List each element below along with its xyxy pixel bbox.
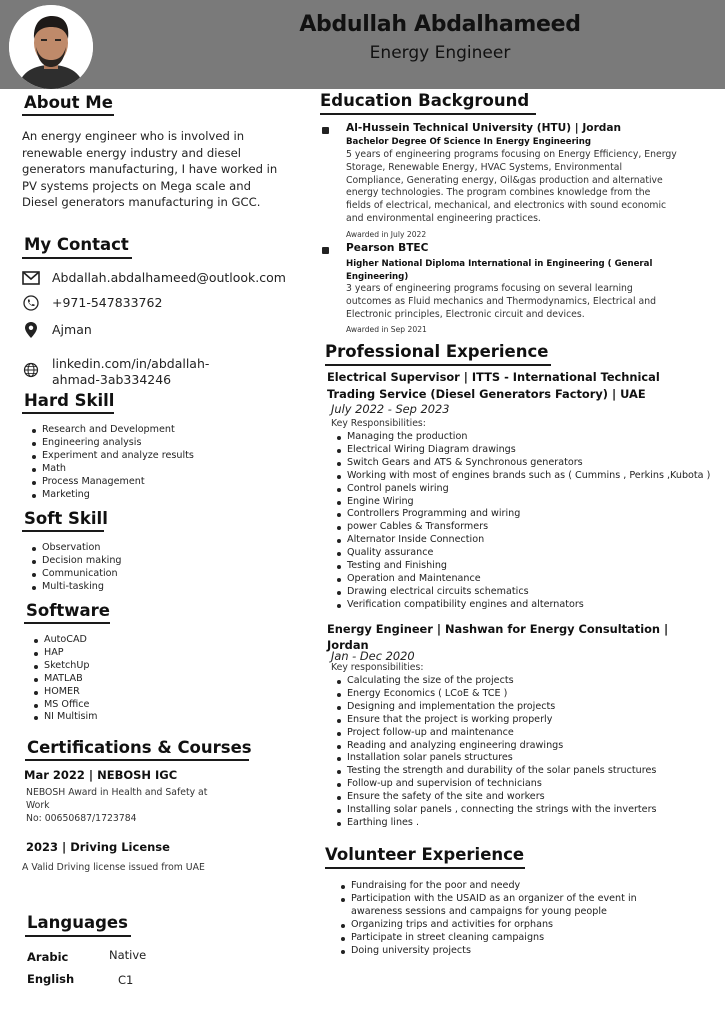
contact-location: Ajman [22, 322, 92, 338]
cert-nebosh-title: Mar 2022 | NEBOSH IGC [24, 768, 178, 782]
list-item: Marketing [31, 489, 194, 502]
list-item: Organizing trips and activities for orphans [340, 919, 637, 932]
soft-skill-rule [22, 530, 104, 532]
edu-btec-degree: Higher National Diploma International in Engineering ( General Engineering) [346, 259, 653, 282]
language-level: C1 [118, 973, 134, 987]
edu-htu-description: 5 years of engineering programs focusing on Energy Efficiency, Energy Storage, Renewable Energy, HVAC Systems, Environmental Compliance, Generating energy, Oil&gas production and alternative energy technologies. The program combines knowledge from the fields of electrical, mechanical, and electronics with sound economic and environmental engineering practices. [346, 149, 677, 224]
language-name: Arabic [27, 950, 69, 964]
list-item: Communication [31, 568, 122, 581]
contact-phone[interactable]: +971-547833762 [22, 295, 162, 311]
certifications-heading: Certifications & Courses [27, 738, 252, 757]
hard-skill-rule [22, 412, 114, 414]
list-item: Doing university projects [340, 945, 637, 958]
profile-photo [9, 5, 93, 89]
list-item: Control panels wiring [336, 483, 710, 496]
cert-driving-title: 2023 | Driving License [26, 840, 170, 854]
edu-btec-school: Pearson BTEC [346, 242, 429, 254]
list-item: Research and Development [31, 424, 194, 437]
list-item: Math [31, 463, 194, 476]
edu-htu-degree: Bachelor Degree Of Science In Energy Engineering [346, 137, 592, 147]
list-item: Controllers Programming and wiring [336, 508, 710, 521]
software-rule [24, 622, 110, 624]
list-item: Engine Wiring [336, 496, 710, 509]
list-item: Electrical Wiring Diagram drawings [336, 444, 710, 457]
edu-btec-description: 3 years of engineering programs focusing on several learning outcomes as Fluid mechanics and Thermodynamics, Electrical and Electronic principles, Electronic circuit and devices. [346, 283, 657, 320]
volunteer-list [340, 880, 637, 957]
job-itts-dates: July 2022 - Sep 2023 [331, 402, 450, 416]
job-nashwan-responsibilities [336, 675, 657, 830]
education-heading: Education Background [320, 91, 530, 110]
volunteer-heading: Volunteer Experience [325, 845, 525, 864]
list-item: Energy Economics ( LCoE & TCE ) [336, 688, 657, 701]
mail-icon [22, 270, 40, 286]
contact-email[interactable]: Abdallah.abdalhameed@outlook.com [22, 270, 286, 286]
job-nashwan-dates: Jan - Dec 2020 [331, 649, 415, 663]
candidate-title: Energy Engineer [369, 43, 511, 63]
list-item: Switch Gears and ATS & Synchronous generators [336, 457, 710, 470]
list-item: Ensure that the project is working properly [336, 714, 657, 727]
list-item: AutoCAD [33, 634, 98, 647]
list-item: Testing and Finishing [336, 560, 710, 573]
list-item: Calculating the size of the projects [336, 675, 657, 688]
list-item: awareness sessions and campaigns for young people [351, 905, 607, 917]
list-item: Experiment and analyze results [31, 450, 194, 463]
list-item: Project follow-up and maintenance [336, 727, 657, 740]
list-item: Drawing electrical circuits schematics [336, 586, 710, 599]
list-item: Installing solar panels , connecting the strings with the inverters [336, 804, 657, 817]
bullet-icon [322, 127, 329, 134]
languages-rule [25, 935, 131, 937]
list-item: NI Multisim [33, 711, 98, 724]
list-item: Managing the production [336, 431, 710, 444]
edu-htu-school: Al-Hussein Technical University (HTU) | Jordan [346, 122, 622, 134]
edu-htu-awarded: Awarded in July 2022 [346, 230, 427, 239]
list-item: Fundraising for the poor and needy [340, 880, 637, 893]
cert-nebosh-details: NEBOSH Award in Health and Safety at Work No: 00650687/1723784 [26, 787, 208, 824]
hard-skill-list [31, 424, 194, 501]
globe-icon [22, 362, 40, 378]
about-heading: About Me [24, 93, 113, 112]
contact-rule [22, 257, 132, 259]
list-item: SketchUp [33, 660, 98, 673]
list-item: power Cables & Transformers [336, 521, 710, 534]
list-item: Multi-tasking [31, 581, 122, 594]
languages-heading: Languages [27, 913, 128, 932]
experience-heading: Professional Experience [325, 342, 549, 361]
contact-linkedin[interactable]: linkedin.com/in/abdallah- ahmad-3ab334246 [22, 356, 209, 388]
phone-icon [22, 295, 40, 311]
list-item: HOMER [33, 686, 98, 699]
language-level: Native [109, 948, 147, 962]
about-rule [22, 114, 114, 116]
list-item: MATLAB [33, 673, 98, 686]
contact-heading: My Contact [24, 235, 129, 254]
list-item: Process Management [31, 476, 194, 489]
list-item: Ensure the safety of the site and workers [336, 791, 657, 804]
volunteer-rule [325, 867, 525, 869]
list-item: Operation and Maintenance [336, 573, 710, 586]
list-item: Quality assurance [336, 547, 710, 560]
experience-rule [325, 364, 551, 366]
soft-skill-heading: Soft Skill [24, 509, 108, 528]
job-nashwan-resp-label: Key responsibilities: [331, 662, 424, 673]
candidate-name: Abdullah Abdalhameed [299, 12, 581, 37]
list-item: MS Office [33, 699, 98, 712]
hard-skill-heading: Hard Skill [24, 391, 115, 410]
list-item: Installation solar panels structures [336, 752, 657, 765]
soft-skill-list [31, 542, 122, 594]
list-item: Working with most of engines brands such as ( Cummins , Perkins ,Kubota ) [336, 470, 710, 483]
list-item: Follow-up and supervision of technicians [336, 778, 657, 791]
list-item: Alternator Inside Connection [336, 534, 710, 547]
list-item: Reading and analyzing engineering drawings [336, 740, 657, 753]
software-list [33, 634, 98, 724]
list-item: Decision making [31, 555, 122, 568]
location-pin-icon [22, 322, 40, 338]
list-item: Participation with the USAID as an organizer of the event in [340, 893, 637, 906]
job-itts-resp-label: Key Responsibilities: [331, 418, 426, 429]
list-item: Designing and implementation the projects [336, 701, 657, 714]
about-text: An energy engineer who is involved in renewable energy industry and diesel generators manufacturing, I have worked in PV systems projects on Mega scale and Diesel generators manufacturing in GCC. [22, 129, 278, 209]
list-item: Verification compatibility engines and alternators [336, 599, 710, 612]
list-item: Participate in street cleaning campaigns [340, 932, 637, 945]
list-item: Testing the strength and durability of the solar panels structures [336, 765, 657, 778]
job-nashwan-title: Energy Engineer | Nashwan for Energy Consultation | Jordan [327, 622, 669, 652]
list-item: Engineering analysis [31, 437, 194, 450]
education-rule [320, 113, 536, 115]
list-item: HAP [33, 647, 98, 660]
job-itts-responsibilities [336, 431, 710, 612]
list-item: Earthing lines . [336, 817, 657, 830]
software-heading: Software [26, 601, 110, 620]
bullet-icon [322, 247, 329, 254]
job-itts-title: Electrical Supervisor | ITTS - International Technical Trading Service (Diesel Generators Factory) | UAE [327, 370, 660, 401]
certifications-rule [25, 759, 249, 761]
list-item: Observation [31, 542, 122, 555]
cert-driving-details: A Valid Driving license issued from UAE [22, 862, 205, 873]
language-name: English [27, 972, 75, 986]
edu-btec-awarded: Awarded in Sep 2021 [346, 325, 427, 334]
